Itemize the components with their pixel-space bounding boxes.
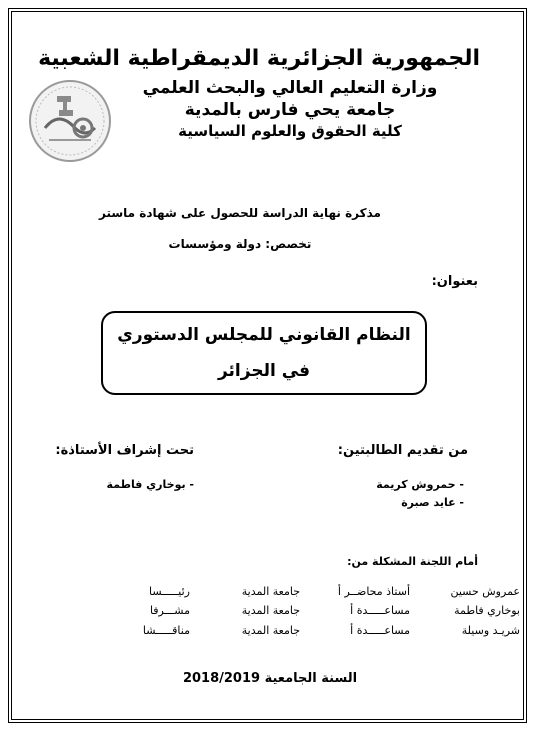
thesis-title-line1: النظام القانوني للمجلس الدستوري xyxy=(117,325,411,345)
jury-member-rank: مساعـــــدة أ xyxy=(350,604,410,617)
jury-heading: أمام اللجنة المشكلة من: xyxy=(347,555,478,568)
faculty-heading: كلية الحقوق والعلوم السياسية xyxy=(178,122,402,140)
jury-member-university: جامعة المدية xyxy=(241,624,300,637)
jury-member-name: شريـد وسيلة xyxy=(461,624,520,637)
academic-year: السنة الجامعية 2018/2019 xyxy=(182,671,358,686)
jury-member-name: عمروش حسين xyxy=(450,585,520,598)
thesis-title-line2: في الجزائر xyxy=(217,361,311,381)
student-name: - حمروش كريمة xyxy=(376,478,464,491)
jury-member-university: جامعة المدية xyxy=(241,604,300,617)
thesis-title-box xyxy=(101,311,427,395)
university-heading: جامعة يحي فارس بالمدية xyxy=(184,100,396,120)
title-label: بعنوان: xyxy=(431,274,478,289)
jury-member-rank: مساعـــــدة أ xyxy=(350,624,410,637)
supervisor-heading: تحت إشراف الأستاذة: xyxy=(55,443,194,458)
jury-member-role: مشـــرفا xyxy=(149,604,190,617)
memo-subtitle: مذكرة نهاية الدراسة للحصول على شهادة ماستر xyxy=(99,206,381,220)
jury-member-university: جامعة المدية xyxy=(241,585,300,598)
jury-member-name: بوخاري فاطمة xyxy=(454,604,520,617)
jury-member-rank: أستاذ محاضــر أ xyxy=(337,585,410,598)
students-heading: من تقديم الطالبتين: xyxy=(337,443,468,458)
supervisor-name: - بوخاري فاطمة xyxy=(106,478,194,491)
student-name: - عايد صبرة xyxy=(401,496,464,509)
specialty-line: تخصص: دولة ومؤسسات xyxy=(168,237,312,251)
jury-member-role: مناقـــــشا xyxy=(142,624,190,637)
university-logo-icon xyxy=(27,78,113,164)
jury-member-role: رئيـــــسا xyxy=(149,585,190,598)
republic-heading: الجمهورية الجزائرية الديمقراطية الشعبية xyxy=(38,46,480,71)
ministry-heading: وزارة التعليم العالي والبحث العلمي xyxy=(142,78,438,98)
